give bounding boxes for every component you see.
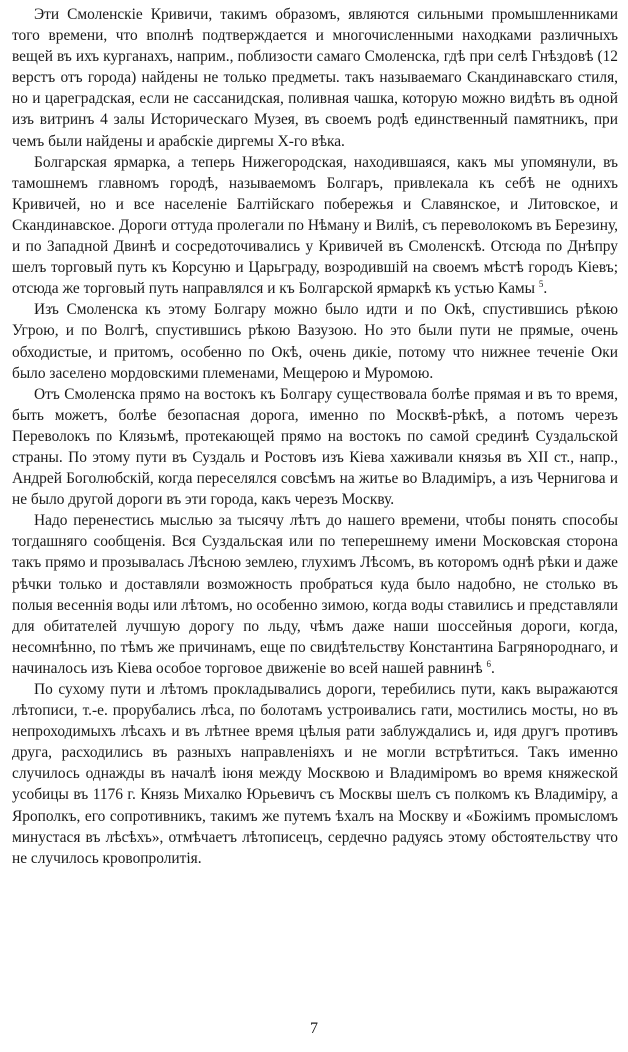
paragraph-text: По сухому пути и лѣтомъ прокладывались дороги, теребились пути, какъ выражаются лѣтописи, т.-е. прорубались лѣса, по болотамъ устроивались гати, мостились мосты, но въ непроходимыхъ лѣсахъ и въ лѣтнее время цѣлыя рати заблуждались и, идя другъ противъ друга, расходились въ разныхъ направленіяхъ и не могли встрѣтиться. Такъ именно случилось однажды въ началѣ іюня между Москвою и Владиміромъ во время княжеской усобицы въ 1176 г. Князь Михалко Юрьевичъ съ Москвы шелъ съ полкомъ къ Владиміру, а Ярополкъ, его сопротивникъ, такимъ же путемъ ѣхалъ на Москву и «Божіимъ промысломъ минустася въ лѣсѣхъ», отмѣчаетъ лѣтописецъ, сердечно радуясь этому обстоятельству что не случилось кровопролитія. — [12, 681, 618, 867]
footnote-marker: 6 — [486, 658, 491, 669]
page-number: 7 — [310, 1020, 318, 1037]
paragraph — [12, 299, 618, 383]
paragraph — [12, 4, 618, 152]
paragraph: Надо перенестись мыслью за тысячу лѣтъ до нашего времени, чтобы понять способы тогдашняго сообщенія. Вся Суздальская или по теперешнему имени Московская сторона такъ прямо и прозывалась Лѣсною землею, глухимъ Лѣсомъ, въ которомъ однѣ рѣки и даже рѣчки только и доставляли возможность пробраться куда было надобно, не столько въ полыя весеннія воды или лѣтомъ, но особенно зимою, когда воды ставились и представляли для обитателей лучшую дорогу по льду, чѣмъ даже наши шоссейныя дороги, когда, несомнѣнно, по тѣмъ же причинамъ, еще по свидѣтельству Константина Багрянороднаго, и начиналось изъ Кіева особое торговое движеніе во всей нашей равнинѣ $^6$. — [12, 512, 618, 677]
paragraph — [12, 384, 618, 511]
paragraph-text: Изъ Смоленска къ этому Болгару можно было идти и по Окѣ, спустившись рѣкою Угрою, и по Волгѣ, спустившись рѣкою Вазузою. Но это были пути не прямые, очень обходистые, и притомъ, особенно по Окѣ, очень дикіе, потому что нижнее теченіе Оки было заселено мордовскими племенами, Мещерою и Муромою. — [12, 301, 618, 382]
paragraph — [12, 679, 618, 869]
paragraph-text: Надо перенестись мыслью за тысячу лѣтъ до нашего времени, чтобы понять способы тогдашняго сообщенія. Вся Суздальская или по теперешнему имени Московская сторона такъ прямо и прозывалась Лѣсною землею, глухимъ Лѣсомъ, въ которомъ однѣ рѣки и даже рѣчки только и доставляли возможность пробраться куда было надобно, не столько въ полыя весеннія воды или лѣтомъ, но особенно зимою, когда воды ставились и представляли для обитателей лучшую дорогу по льду, чѣмъ даже наши шоссейныя дороги, когда, несомнѣнно, по тѣмъ же причинамъ, еще по свидѣтельству Константина Багрянороднаго, и начиналось изъ Кіева особое торговое движеніе во всей нашей равнинѣ — [12, 512, 618, 677]
paragraph: Болгарская ярмарка, а теперь Нижегородская, находившаяся, какъ мы упомянули, въ тамошнемъ главномъ городѣ, называемомъ Болгаръ, привлекала къ себѣ не однихъ Кривичей, но и все населеніе Балтійскаго побережья и Славянское, и Литовское, и Скандинавское. Дороги оттуда пролегали по Нѣману и Виліѣ, съ переволокомъ въ Березину, и по Западной Двинѣ и сосредоточивались у Кривичей въ Смоленскѣ. Отсюда по Днѣпру шелъ торговый путь къ Корсуню и Царьграду, возродившій на своемъ мѣстѣ городъ Кіевъ; отсюда же торговый путь направлялся и къ Болгарской ярмаркѣ къ устью Камы $^5$. — [12, 153, 618, 298]
paragraph-text: Болгарская ярмарка, а теперь Нижегородская, находившаяся, какъ мы упомянули, въ тамошнемъ главномъ городѣ, называемомъ Болгаръ, привлекала къ себѣ не однихъ Кривичей, но и все населеніе Балтійскаго побережья и Славянское, и Литовское, и Скандинавское. Дороги оттуда пролегали по Нѣману и Виліѣ, съ переволокомъ въ Березину, и по Западной Двинѣ и сосредоточивались у Кривичей въ Смоленскѣ. Отсюда по Днѣпру шелъ торговый путь къ Корсуню и Царьграду, возродившій на своемъ мѣстѣ городъ Кіевъ; отсюда же торговый путь направлялся и къ Болгарской ярмаркѣ къ устью Камы — [12, 153, 618, 298]
paragraph-text: Эти Смоленскіе Кривичи, такимъ образомъ, являются сильными промышленниками того времени, что вполнѣ подтверждается и многочисленными находками различныхъ вещей въ ихъ курганахъ, наприм., поблизости самаго Смоленска, гдѣ при селѣ Гнѣздовѣ (12 верстъ отъ города) найдены не только предметы. такъ называемаго Скандинавскаго стиля, но и цареградская, если не сассанидская, поливная чашка, которую можно видѣть въ одной изъ витринъ 4 залы Историческаго Музея, въ своемъ родѣ единственный памятникъ, при чемъ были найдены и арабскіе диргемы X-го вѣка. — [12, 6, 618, 150]
footnote-marker: 5 — [538, 279, 544, 290]
body-text — [12, 4, 618, 869]
paragraph-text: Отъ Смоленска прямо на востокъ къ Болгару существовала болѣе прямая и въ то время, быть можетъ, болѣе безопасная дорога, именно по Москвѣ-рѣкѣ, а потомъ черезъ Переволокъ по Клязьмѣ, протекающей прямо на востокъ по самой срединѣ Суздальской страны. По этому пути въ Суздаль и Ростовъ изъ Кіева хаживали князья въ XII ст., напр., Андрей Боголюбскій, когда переселялся совсѣмъ на житье во Владиміръ, а изъ Чернигова и не было другой дороги въ эти города, какъ черезъ Москву. — [12, 385, 618, 509]
